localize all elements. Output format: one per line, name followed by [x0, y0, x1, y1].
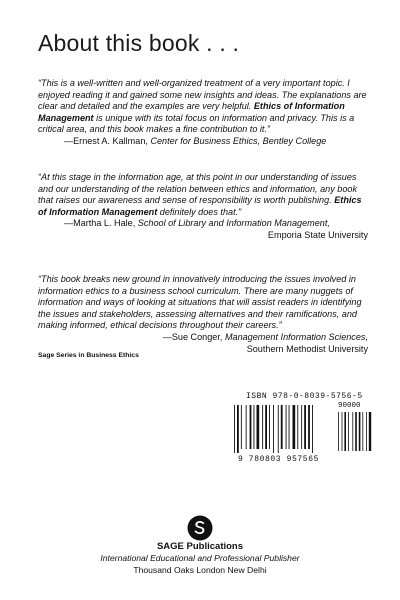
isbn-label: ISBN 978-0-8039-5756-5 [246, 392, 363, 401]
quote-attribution: —Martha L. Hale, School of Library and Information Management, [64, 218, 330, 229]
barcode-number: 9 780803 957565 [238, 455, 320, 464]
publisher-tagline: International Educational and Professional Publisher [100, 553, 300, 563]
review-quote-2 [38, 172, 368, 242]
book-title: Ethics of Information Management [38, 101, 345, 123]
quote-text: “At this stage in the information age, at this point in our understanding of issues and our understanding of the relation between ethics and information, any book that raises our awareness and sense of responsibility is worth publishing. Ethics of Information Management definitely does that.” [38, 172, 362, 217]
barcode-graphic [230, 403, 372, 453]
quote-text: “This book breaks new ground in innovatively introducing the issues involved in information ethics to a business school curriculum. There are many nuggets of information and ways of looking at situations that will assist readers in identifying the issues and stakeholders, assessing alternatives and their ramifications, and making informed, ethical decisions throughout their careers.” [38, 274, 362, 331]
quote-text: “This is a well-written and well-organized treatment of a very important topic. I enjoyed reading it and gained some new insights and ideas. The explanations are clear and detailed and the examples are very helpful. Ethics of Information Management is unique with its total focus on information and privacy. This is a critical area, and this book makes a fine contribution to it.” [38, 78, 367, 135]
series-name: Sage Series in Business Ethics [38, 352, 139, 359]
quote-institution: Southern Methodist University [246, 343, 368, 354]
page-title: About this book . . . [38, 30, 240, 56]
addon-code: 90000 [338, 402, 361, 410]
review-quote-3 [38, 274, 368, 355]
book-title: Ethics of Information Management [38, 195, 362, 217]
publisher-name: SAGE Publications [156, 541, 244, 552]
quote-institution: Emporia State University [267, 229, 368, 240]
quote-attribution: —Sue Conger, Management Information Sciences, [162, 331, 368, 342]
publisher-cities: Thousand Oaks London New Delhi [133, 565, 267, 575]
sage-logo-icon [187, 515, 213, 541]
quote-attribution: —Ernest A. Kallman, Center for Business Ethics, Bentley College [64, 135, 327, 146]
review-quote-1 [38, 78, 368, 148]
